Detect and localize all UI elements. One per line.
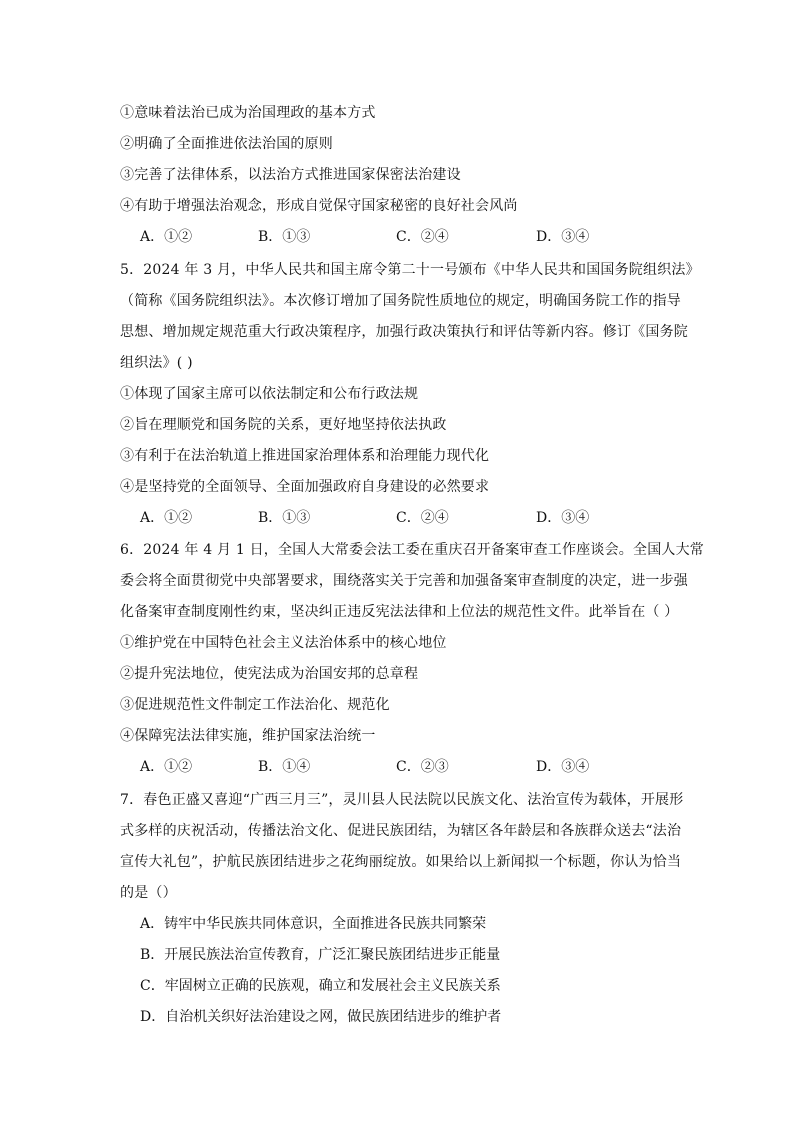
q6-statement-1: ①维护党在中国特色社会主义法治体系中的核心地位 [120, 635, 447, 651]
q5-option-c: C．②④ [396, 510, 449, 526]
q7-stem-line-4: 的是（） [120, 885, 177, 901]
q5-option-a: A．①② [140, 510, 193, 526]
q5-statement-1: ①体现了国家主席可以依法制定和公布行政法规 [120, 386, 419, 402]
q6-option-c: C．②③ [396, 759, 449, 775]
q7-stem-line-1: 7．春色正盛又喜迎“广西三月三”，灵川县人民法院以民族文化、法治宣传为载体，开展形 [120, 792, 684, 808]
q6-options [140, 757, 700, 777]
q5-statement-3: ③有利于在法治轨道上推进国家治理体系和治理能力现代化 [120, 448, 490, 464]
q4-statement-2: ②明确了全面推进依法治国的原则 [120, 136, 333, 152]
q6-stem-line-3: 化备案审查制度刚性约束，坚决纠正违反宪法法律和上位法的规范性文件。此举旨在（ ） [120, 604, 679, 620]
q5-statement-2: ②旨在理顺党和国务院的关系，更好地坚持依法执政 [120, 417, 447, 433]
q5-option-d: D．③④ [536, 510, 590, 526]
q5-stem-line-4: 组织法》( ) [120, 355, 193, 371]
q4-statement-1: ①意味着法治已成为治国理政的基本方式 [120, 105, 376, 121]
q4-option-c: C．②④ [396, 229, 449, 245]
q5-options [140, 508, 700, 528]
q4-option-d: D．③④ [536, 229, 590, 245]
q6-option-a: A．①② [140, 759, 193, 775]
q6-statement-2: ②提升宪法地位，使宪法成为治国安邦的总章程 [120, 666, 419, 682]
q6-statement-4: ④保障宪法法律实施，维护国家法治统一 [120, 728, 376, 744]
q6-stem-line-2: 委会将全面贯彻党中央部署要求，围绕落实关于完善和加强备案审查制度的决定，进一步强 [120, 573, 688, 589]
q6-option-d: D．③④ [536, 759, 590, 775]
q5-stem-line-2: （简称《国务院组织法》。本次修订增加了国务院性质地位的规定，明确国务院工作的指导 [120, 293, 681, 309]
q6-statement-3: ③促进规范性文件制定工作法治化、规范化 [120, 697, 390, 713]
q4-option-a: A．①② [140, 229, 193, 245]
q7-option-a: A．铸牢中华民族共同体意识，全面推进各民族共同繁荣 [140, 916, 487, 932]
q6-stem-line-1: 6．2024 年 4 月 1 日，全国人大常委会法工委在重庆召开备案审查工作座谈会。全国人大常 [120, 542, 704, 558]
q4-statement-4: ④有助于增强法治观念，形成自觉保守国家秘密的良好社会风尚 [120, 198, 518, 214]
q5-statement-4: ④是坚持党的全面领导、全面加强政府自身建设的必然要求 [120, 479, 490, 495]
q7-option-c: C．牢固树立正确的民族观，确立和发展社会主义民族关系 [140, 978, 501, 994]
q4-statement-3: ③完善了法律体系，以法治方式推进国家保密法治建设 [120, 167, 461, 183]
q7-stem-line-2: 式多样的庆祝活动，传播法治文化、促进民族团结，为辖区各年龄层和各族群众送去“法治 [120, 823, 682, 839]
q4-options [140, 227, 700, 247]
q6-option-b: B．①④ [258, 759, 311, 775]
q7-option-d: D．自治机关织好法治建设之网，做民族团结进步的维护者 [140, 1009, 502, 1025]
q7-stem-line-3: 宣传大礼包”，护航民族团结进步之花绚丽绽放。如果给以上新闻拟一个标题，你认为恰当 [120, 854, 682, 870]
q4-option-b: B．①③ [258, 229, 311, 245]
q5-option-b: B．①③ [258, 510, 311, 526]
q7-option-b: B．开展民族法治宣传教育，广泛汇聚民族团结进步正能量 [140, 947, 501, 963]
q5-stem-line-3: 思想、增加规定规范重大行政决策程序，加强行政决策执行和评估等新内容。修订《国务院 [120, 324, 688, 340]
q5-stem-line-1: 5．2024 年 3 月，中华人民共和国主席令第二十一号颁布《中华人民共和国国务院组织法》 [120, 262, 700, 278]
